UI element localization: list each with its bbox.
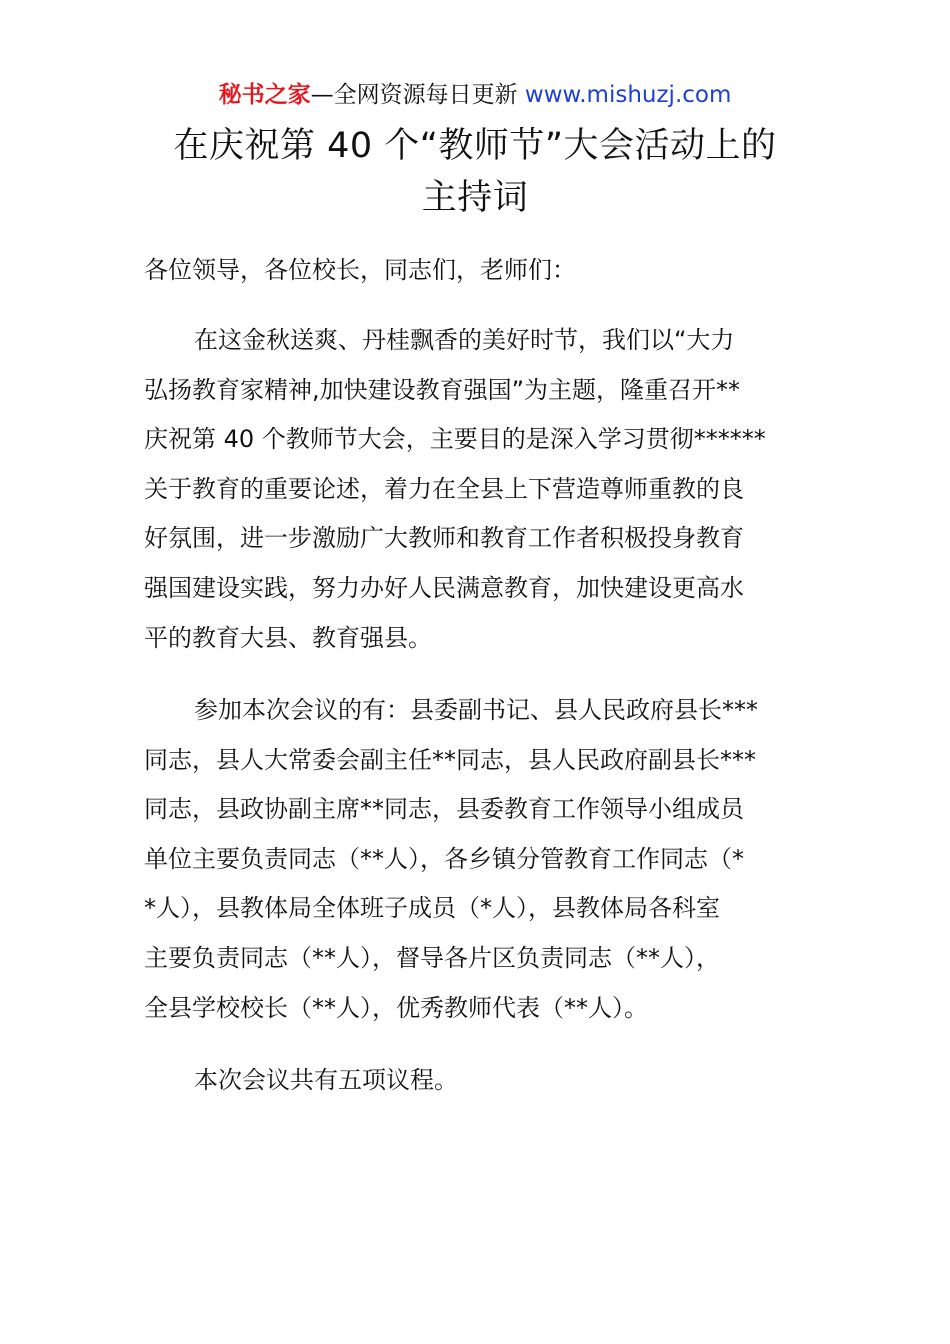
paragraph-line: 在这金秋送爽、丹桂飘香的美好时节，我们以“大力 xyxy=(194,326,735,354)
title-line-2: 主持词 xyxy=(421,178,529,218)
paragraph-line: 同志，县政协副主席**同志，县委教育工作领导小组成员 xyxy=(144,795,744,824)
paragraph-agenda xyxy=(144,1056,804,1106)
site-url[interactable]: www.mishuzj.com xyxy=(524,82,732,108)
paragraph-line: 参加本次会议的有：县委副书记、县人民政府县长*** xyxy=(194,696,758,724)
salutation xyxy=(144,246,804,296)
title-line-1: 在庆祝第 40 个“教师节”大会活动上的 xyxy=(173,126,777,166)
paragraph-opening xyxy=(144,316,804,663)
paragraph-line: 全县学校校长（**人），优秀教师代表（**人）。 xyxy=(144,993,648,1022)
paragraph-line: 单位主要负责同志（**人），各乡镇分管教育工作同志（* xyxy=(144,844,744,873)
site-name: 秘书之家 xyxy=(218,82,311,108)
site-tagline: —全网资源每日更新 xyxy=(310,82,518,108)
paragraph-line: 同志，县人大常委会副主任**同志，县人民政府副县长*** xyxy=(144,745,756,774)
paragraph-line: 强国建设实践，努力办好人民满意教育，加快建设更高水 xyxy=(144,573,744,602)
salutation-text: 各位领导，各位校长，同志们，老师们： xyxy=(144,256,576,284)
paragraph-line: 庆祝第 40 个教师节大会，主要目的是深入学习贯彻****** xyxy=(144,425,766,454)
paragraph-attendees xyxy=(144,686,804,1033)
paragraph-line: *人），县教体局全体班子成员（*人），县教体局各科室 xyxy=(144,894,720,923)
paragraph-line: 好氛围，进一步激励广大教师和教育工作者积极投身教育 xyxy=(144,524,744,553)
document-title xyxy=(120,120,830,224)
paragraph-line: 平的教育大县、教育强县。 xyxy=(144,623,432,652)
paragraph-line: 本次会议共有五项议程。 xyxy=(194,1066,458,1094)
site-banner xyxy=(0,78,950,112)
paragraph-line: 弘扬教育家精神,加快建设教育强国”为主题，隆重召开** xyxy=(144,375,741,404)
paragraph-line: 关于教育的重要论述，着力在全县上下营造尊师重教的良 xyxy=(144,474,744,503)
paragraph-line: 主要负责同志（**人），督导各片区负责同志（**人）， xyxy=(144,943,720,972)
